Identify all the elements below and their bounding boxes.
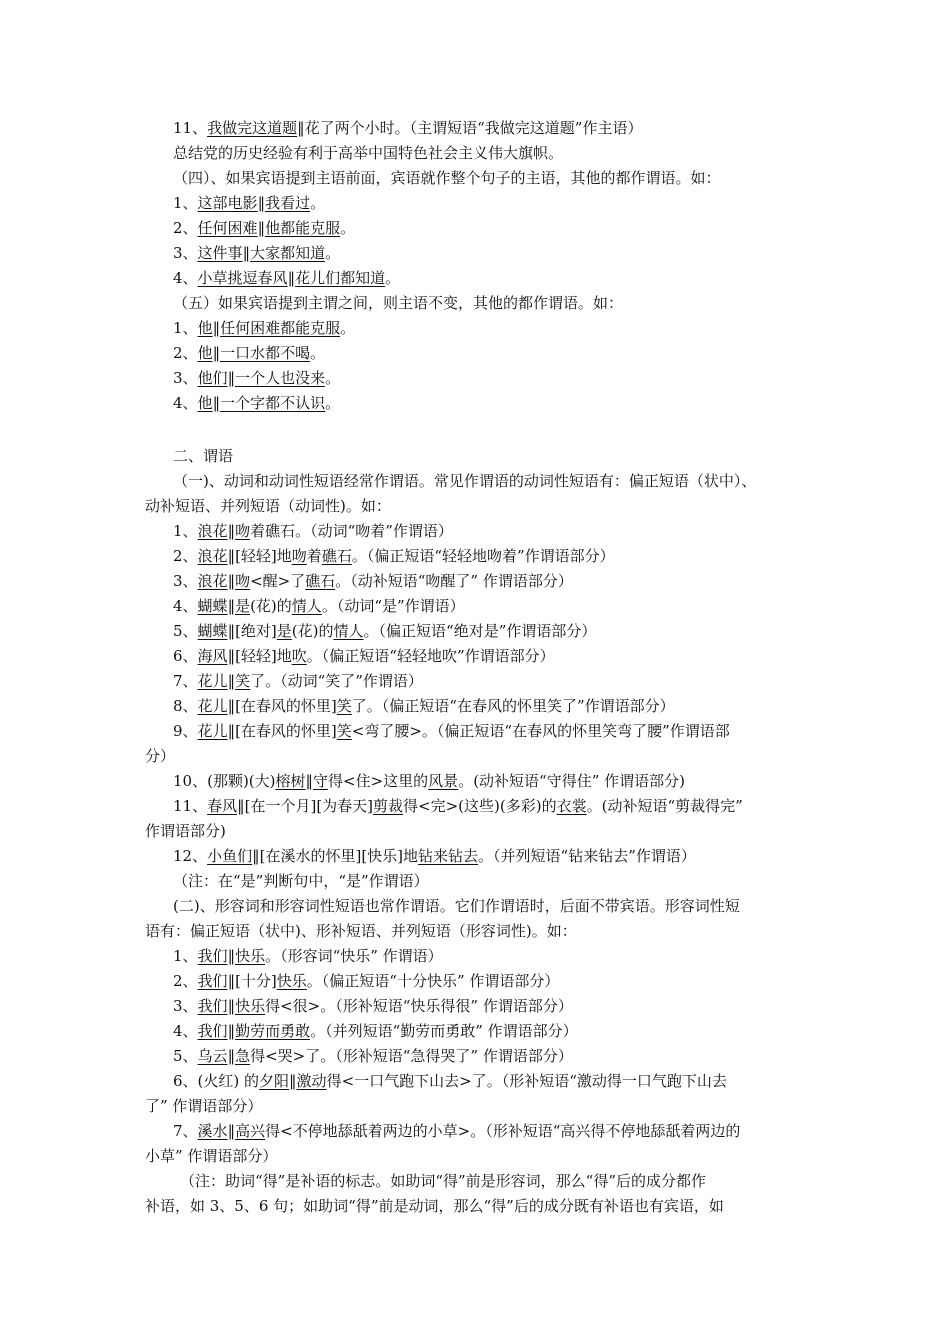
text-run: 总结党的历史经验有利于高举中国特色社会主义伟大旗帜。	[173, 144, 564, 162]
text-run: （注：助词“得”是补语的标志。如助词“得”前是形容词，那么“得”后的成分都作	[180, 1172, 707, 1190]
underlined-term: 夕阳	[259, 1072, 290, 1090]
text-run: 5、	[173, 622, 198, 640]
text-line	[145, 1195, 724, 1217]
text-run: ‖	[227, 572, 236, 590]
text-run: 二、谓语	[173, 447, 234, 465]
text-run: 。	[325, 394, 341, 412]
text-run: ‖	[257, 194, 266, 212]
underlined-term: 浪花	[197, 572, 228, 590]
text-run: 8、	[173, 697, 198, 715]
text-run: ‖	[227, 947, 236, 965]
text-line	[173, 1070, 727, 1092]
text-line	[173, 695, 675, 717]
text-line	[173, 570, 573, 592]
underlined-term: 花儿	[197, 722, 228, 740]
underlined-term: 情人	[291, 597, 322, 615]
text-run: 。（动词“是”作谓语）	[321, 597, 465, 615]
text-line	[173, 895, 740, 917]
text-run: ‖[在溪水的怀里][快乐]地	[252, 847, 419, 865]
underlined-term: 花儿	[197, 697, 228, 715]
text-run: ‖	[227, 597, 236, 615]
underlined-term: 我们	[197, 997, 228, 1015]
text-run: 得<完>(这些)(多彩)的	[403, 797, 557, 815]
text-run: 。	[340, 319, 356, 337]
text-line	[173, 217, 355, 239]
text-run: ‖	[287, 269, 296, 287]
text-run: 动补短语、并列短语（动词性)。如：	[145, 497, 391, 515]
text-run: ‖	[227, 1122, 236, 1140]
underlined-term: 他	[197, 319, 213, 337]
underlined-term: 钻来钻去	[418, 847, 479, 865]
underlined-term: 榕树	[275, 772, 306, 790]
text-run: ‖[绝对]	[227, 622, 277, 640]
text-run: 4、	[173, 597, 198, 615]
text-run: 语有：偏正短语（状中)、形补短语、并列短语（形容词性)。如：	[145, 922, 577, 940]
text-line	[173, 670, 423, 692]
underlined-term: 春风	[207, 797, 238, 815]
underlined-term: 守	[313, 772, 329, 790]
text-run: 得<一口气跑下山去>了。（形补短语“激动得一口气跑下山去	[326, 1072, 727, 1090]
underlined-term: 花儿	[197, 672, 228, 690]
underlined-term: 笑	[235, 672, 251, 690]
text-run: 2、	[173, 972, 198, 990]
underlined-term: 浪花	[197, 522, 228, 540]
text-run: 。	[325, 244, 341, 262]
text-run: ‖	[212, 394, 221, 412]
text-run: 。(动补短语“守得住” 作谓语部分)	[458, 772, 685, 790]
text-run: 着	[306, 547, 322, 565]
text-run: 。（偏正短语“十分快乐” 作谓语部分）	[306, 972, 560, 990]
text-run: ‖[轻轻]地	[227, 547, 292, 565]
text-line	[173, 795, 743, 817]
text-line	[173, 267, 400, 289]
text-line	[173, 595, 465, 617]
underlined-term: 情人	[333, 622, 364, 640]
text-run: 。(动补短语“剪裁得完”	[586, 797, 743, 815]
text-run: 1、	[173, 194, 198, 212]
text-line	[173, 242, 340, 264]
text-run: 。（并列短语“钻来钻去”作谓语）	[478, 847, 696, 865]
underlined-term: 风景	[428, 772, 459, 790]
text-run: (花)的	[250, 597, 292, 615]
text-run: 6、	[173, 647, 198, 665]
text-run: 3、	[173, 572, 198, 590]
text-run: ‖	[212, 319, 221, 337]
underlined-term: 蝴蝶	[197, 622, 228, 640]
text-run: 。（偏正短语“轻轻地吻着”作谓语部分）	[351, 547, 615, 565]
underlined-term: 海风	[197, 647, 228, 665]
underlined-term: 这件事	[197, 244, 243, 262]
underlined-term: 乌云	[197, 1047, 228, 1065]
underlined-term: 小草挑逗春风	[197, 269, 288, 287]
text-line	[145, 1095, 262, 1117]
underlined-term: 我看过	[265, 194, 311, 212]
text-run: 。（偏正短语“绝对是”作谓语部分）	[363, 622, 597, 640]
text-run: 2、	[173, 547, 198, 565]
text-run: ‖[轻轻]地	[227, 647, 292, 665]
text-run: 12、	[173, 847, 208, 865]
text-line	[180, 1170, 706, 1192]
text-run: 得<哭>了。（形补短语“急得哭了” 作谓语部分）	[250, 1047, 573, 1065]
text-run: ‖	[305, 772, 314, 790]
text-line	[173, 392, 340, 414]
underlined-term: 一个字都不认识	[220, 394, 326, 412]
underlined-term: 我们	[197, 1022, 228, 1040]
text-run: 7、	[173, 672, 198, 690]
text-run: 6、(火红) 的	[173, 1072, 260, 1090]
text-run: 。	[310, 344, 326, 362]
text-run: 小草” 作谓语部分）	[145, 1147, 278, 1165]
text-run: 。	[325, 369, 341, 387]
text-run: ‖	[227, 1047, 236, 1065]
text-line	[145, 1145, 277, 1167]
underlined-term: 是	[235, 597, 251, 615]
underlined-term: 他	[197, 394, 213, 412]
text-run: 2、	[173, 219, 198, 237]
text-run: 。（偏正短语“轻轻地吹”作谓语部分）	[306, 647, 555, 665]
text-run: 5、	[173, 1047, 198, 1065]
text-run: 4、	[173, 269, 198, 287]
text-line	[173, 770, 685, 792]
text-run: 补语，如 3、5、6 句；如助词“得”前是动词，那么“得”后的成分既有补语也有宾语，如	[145, 1197, 724, 1215]
underlined-term: 我做完这道题	[207, 119, 298, 137]
text-line	[173, 292, 623, 314]
text-run: 3、	[173, 244, 198, 262]
text-run: 。	[310, 194, 326, 212]
text-run: ‖花了两个小时。（主谓短语“我做完这道题”作主语）	[297, 119, 643, 137]
text-run: 得<很>。（形补短语“快乐得很” 作谓语部分）	[265, 997, 573, 1015]
text-run: （注：在“是”判断句中，“是”作谓语）	[173, 872, 429, 890]
underlined-term: 勤劳而勇敢	[235, 1022, 311, 1040]
text-run: 了” 作谓语部分）	[145, 1097, 263, 1115]
underlined-term: 快乐	[235, 997, 266, 1015]
text-run: ‖	[257, 219, 266, 237]
underlined-term: 礁石	[321, 547, 352, 565]
underlined-term: 任何困难都能克服	[220, 319, 341, 337]
underlined-term: 快乐	[235, 947, 266, 965]
text-run: ‖	[227, 1022, 236, 1040]
underlined-term: 花儿们都知道	[295, 269, 386, 287]
text-run: 得<住>这里的	[328, 772, 429, 790]
text-line	[173, 167, 721, 189]
text-line	[173, 367, 340, 389]
text-run: 了。（偏正短语“在春风的怀里笑了”作谓语部分）	[351, 697, 675, 715]
underlined-term: 高兴	[235, 1122, 266, 1140]
text-run: 。	[340, 219, 356, 237]
text-line	[145, 745, 175, 767]
text-line	[173, 1020, 578, 1042]
text-run: 3、	[173, 997, 198, 1015]
underlined-term: 他们	[197, 369, 228, 387]
text-run: 。（形容词“快乐” 作谓语）	[265, 947, 443, 965]
text-run: 4、	[173, 1022, 198, 1040]
text-run: ‖	[227, 522, 236, 540]
underlined-term: 吻	[235, 572, 251, 590]
text-run: ‖	[289, 1072, 297, 1090]
underlined-term: 笑	[336, 722, 352, 740]
text-run: (二)、形容词和形容词性短语也常作谓语。它们作谓语时，后面不带宾语。形容词性短	[173, 897, 740, 915]
text-run: (花)的	[291, 622, 334, 640]
text-line	[173, 720, 730, 742]
text-line	[173, 1120, 740, 1142]
underlined-term: 吻	[291, 547, 307, 565]
underlined-term: 大家都知道	[250, 244, 326, 262]
text-run: 作谓语部分)	[145, 822, 226, 840]
text-run: 了。（动词“笑了”作谓语）	[250, 672, 423, 690]
text-line	[145, 495, 391, 517]
underlined-term: 这部电影	[197, 194, 258, 212]
underlined-term: 礁石	[305, 572, 336, 590]
text-run: <弯了腰>。（偏正短语“在春风的怀里笑弯了腰”作谓语部	[351, 722, 730, 740]
underlined-term: 吻	[235, 522, 251, 540]
underlined-term: 剪裁	[373, 797, 404, 815]
text-run: 11、	[173, 119, 208, 137]
text-line	[173, 845, 696, 867]
text-run: （五）如果宾语提到主谓之间，则主语不变，其他的都作谓语。如：	[173, 294, 624, 312]
text-run: 4、	[173, 394, 198, 412]
text-line	[173, 342, 325, 364]
text-run: 7、	[173, 1122, 198, 1140]
underlined-term: 是	[276, 622, 292, 640]
text-run: 分）	[145, 747, 176, 765]
text-line	[173, 945, 443, 967]
underlined-term: 我们	[197, 947, 228, 965]
text-run: ‖	[242, 244, 251, 262]
text-run: 10、(那颗)(大)	[173, 772, 276, 790]
text-run: 1、	[173, 522, 198, 540]
text-run: 3、	[173, 369, 198, 387]
text-run: ‖	[227, 997, 236, 1015]
underlined-term: 激动	[296, 1072, 327, 1090]
text-line	[173, 1045, 573, 1067]
underlined-term: 蝴蝶	[197, 597, 228, 615]
text-run: ‖	[212, 344, 221, 362]
text-run: （一)、动词和动词性短语经常作谓语。常见作谓语的动词性短语有：偏正短语（状中）、	[173, 472, 757, 490]
underlined-term: 笑	[336, 697, 352, 715]
text-line	[173, 545, 615, 567]
text-line	[173, 995, 573, 1017]
underlined-term: 任何困难	[197, 219, 258, 237]
text-run: 。	[385, 269, 401, 287]
underlined-term: 小鱼们	[207, 847, 253, 865]
text-line	[173, 317, 355, 339]
underlined-term: 吹	[291, 647, 307, 665]
text-line	[173, 192, 325, 214]
text-run: 1、	[173, 947, 198, 965]
text-run: ‖[十分]	[227, 972, 277, 990]
text-line	[145, 820, 226, 842]
text-run: ‖[在一个月][为春天]	[237, 797, 374, 815]
underlined-term: 我们	[197, 972, 228, 990]
text-run: （四）、如果宾语提到主语前面，宾语就作整个句子的主语，其他的都作谓语。如：	[173, 169, 721, 187]
text-run: 。（并列短语“勤劳而勇敢” 作谓语部分）	[310, 1022, 578, 1040]
text-line	[173, 970, 559, 992]
text-line	[173, 142, 563, 164]
text-run: 11、	[173, 797, 208, 815]
underlined-term: 快乐	[276, 972, 307, 990]
text-run: 得<不停地舔舐着两边的小草>。（形补短语“高兴得不停地舔舐着两边的	[265, 1122, 741, 1140]
text-run: 1、	[173, 319, 198, 337]
text-run: ‖	[227, 369, 236, 387]
underlined-term: 他都能克服	[265, 219, 341, 237]
underlined-term: 他	[197, 344, 213, 362]
text-run: 。（动补短语“吻醒了” 作谓语部分）	[335, 572, 573, 590]
underlined-term: 急	[235, 1047, 251, 1065]
text-line	[173, 117, 642, 139]
text-line	[173, 520, 453, 542]
text-line	[173, 645, 555, 667]
text-run: ‖[在春风的怀里]	[227, 697, 337, 715]
underlined-term: 浪花	[197, 547, 228, 565]
text-line	[173, 620, 596, 642]
underlined-term: 一口水都不喝	[220, 344, 311, 362]
text-run: 2、	[173, 344, 198, 362]
text-run: 9、	[173, 722, 198, 740]
underlined-term: 溪水	[197, 1122, 228, 1140]
underlined-term: 衣裳	[556, 797, 587, 815]
text-line	[173, 470, 756, 492]
text-run: 着礁石。（动词“吻着”作谓语）	[250, 522, 453, 540]
text-run: ‖	[227, 672, 236, 690]
text-run: <醒>了	[250, 572, 306, 590]
text-run: ‖[在春风的怀里]	[227, 722, 337, 740]
underlined-term: 一个人也没来	[235, 369, 326, 387]
text-line	[173, 870, 429, 892]
text-line	[173, 445, 233, 467]
text-line	[145, 920, 577, 942]
